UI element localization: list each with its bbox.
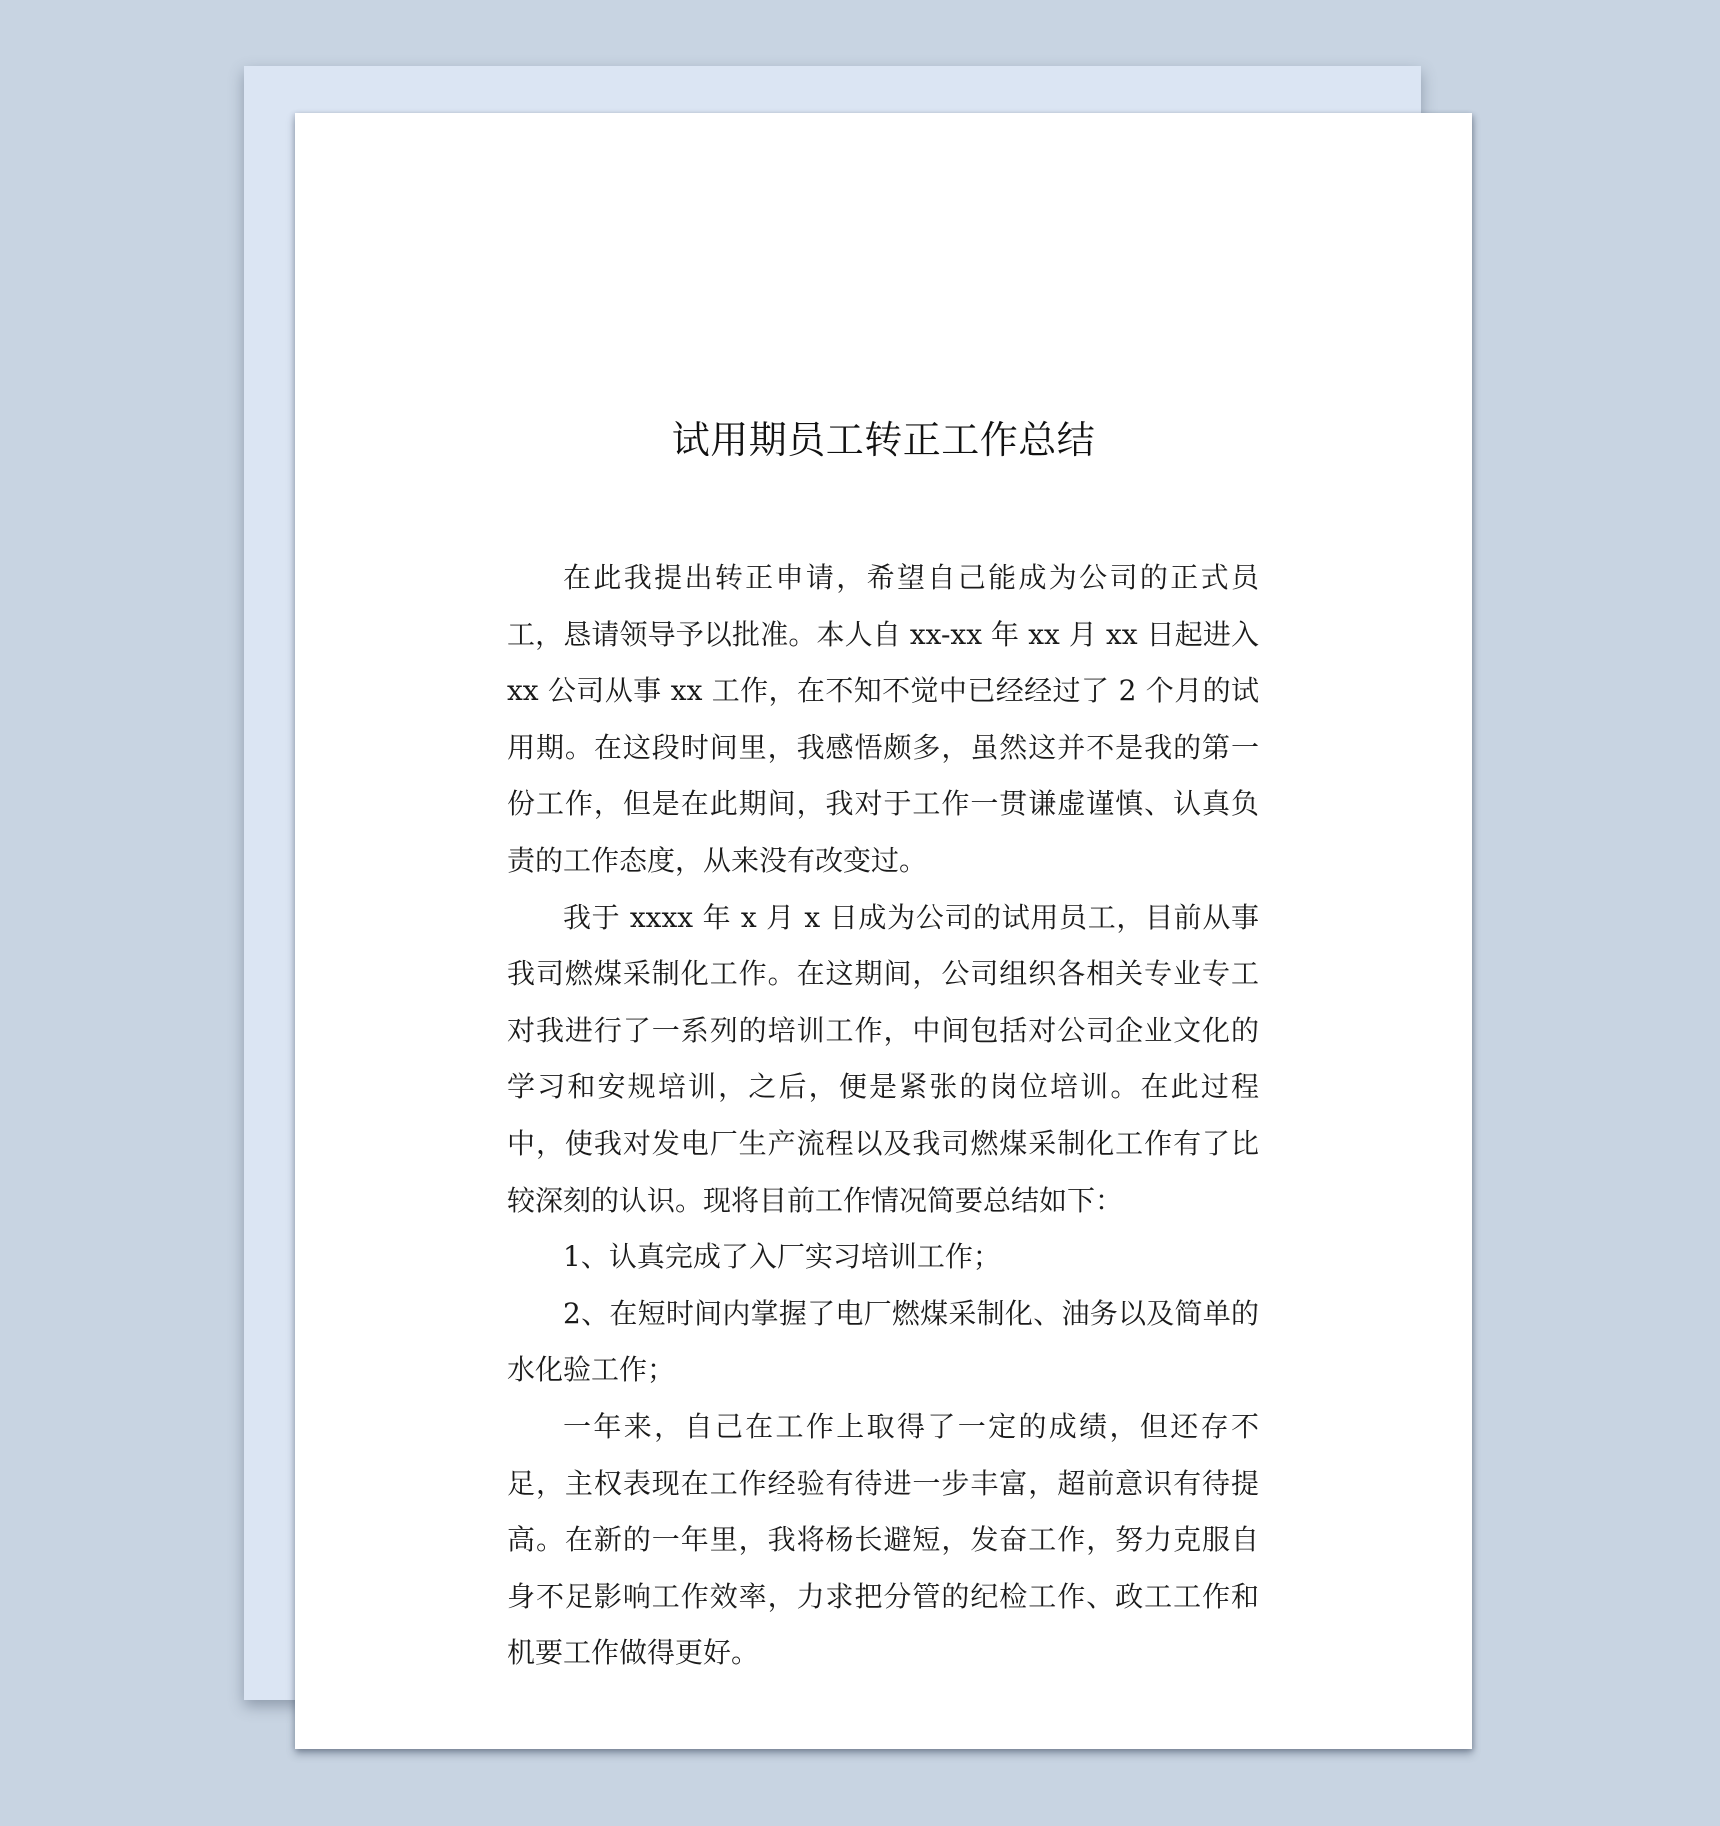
paragraph-intro: 在此我提出转正申请，希望自己能成为公司的正式员工，恳请领导予以批准。本人自 xx-xx 年 xx 月 xx 日起进入 xx 公司从事 xx 工作，在不知不觉中已经经过了 2 个月的试用期。在这段时间里，我感悟颇多，虽然这并不是我的第一份工作，但是在此期间，我对于工作一贯谦虚谨慎、认真负责的工作态度，从来没有改变过。 [507, 561, 1259, 877]
list-item-1: 1、认真完成了入厂实习培训工作； [563, 1240, 1001, 1274]
paragraph-work-history: 我于 xxxx 年 x 月 x 日成为公司的试用员工，目前从事我司燃煤采制化工作。在这期间，公司组织各相关专业专工对我进行了一系列的培训工作，中间包括对公司企业文化的学习和安规培训，之后，便是紧张的岗位培训。在此过程中，使我对发电厂生产流程以及我司燃煤采制化工作有了比较深刻的认识。现将目前工作情况简要总结如下： [507, 900, 1259, 1217]
document-body [507, 550, 1259, 1682]
document-page [295, 113, 1472, 1749]
document-title: 试用期员工转正工作总结 [671, 418, 1096, 462]
paragraph-conclusion: 一年来，自己在工作上取得了一定的成绩，但还存不足，主权表现在工作经验有待进一步丰富，超前意识有待提高。在新的一年里，我将杨长避短，发奋工作，努力克服自身不足影响工作效率，力求把分管的纪检工作、政工工作和机要工作做得更好。 [507, 1409, 1259, 1670]
list-item-2: 2、在短时间内掌握了电厂燃煤采制化、油务以及简单的水化验工作； [507, 1296, 1259, 1387]
